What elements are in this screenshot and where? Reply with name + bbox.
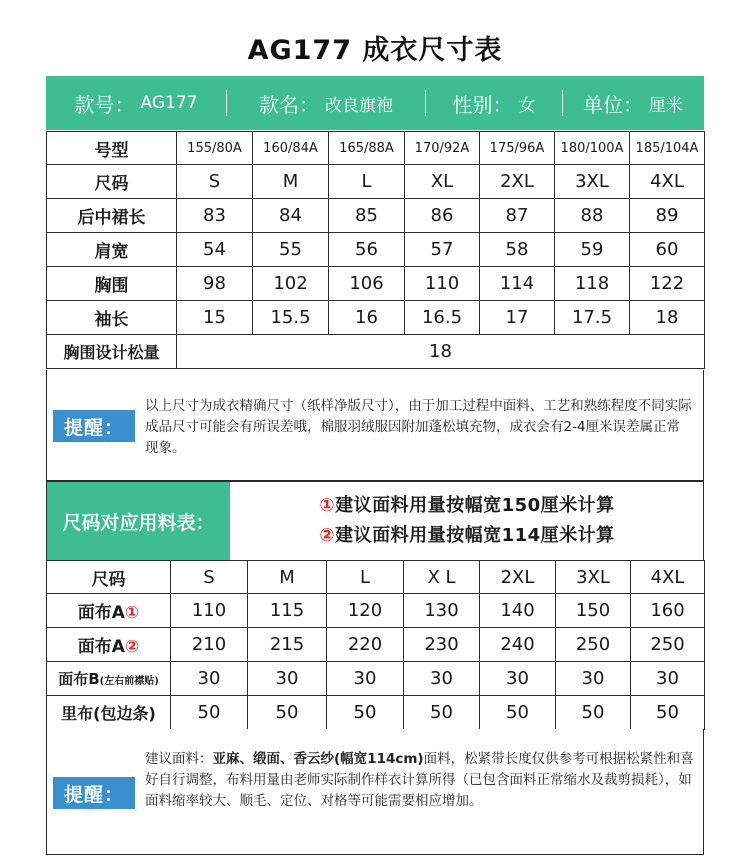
fabric-cell: 30 [631,662,705,696]
fabric-cell: 110 [171,594,248,628]
fabric-cell: 150 [556,594,631,628]
size-cell: 17 [480,301,555,335]
size-cell: 15 [177,301,253,335]
gender-label: 性别： [452,92,513,117]
unit-label: 单位： [583,92,643,117]
size-cell: 106 [329,267,405,301]
row-label: 胸围 [47,267,177,301]
fabric-cell: 230 [404,628,480,662]
style-name-label: 款名： [259,92,319,117]
size-cell: 17.5 [555,301,630,335]
fabric-cell: S [171,561,248,594]
gender [426,76,562,130]
fabric-row-shell-a1 [47,594,705,628]
size-cell: 16.5 [405,301,480,335]
circled-one: ① [124,603,140,623]
size-cell: 84 [253,199,329,233]
row-label [47,628,171,662]
size-cell: 185/104A [630,132,705,165]
unit [563,76,703,130]
size-row-sleeve [47,301,705,335]
fabric-cell: 130 [404,594,480,628]
fabric-cell: 120 [327,594,404,628]
size-cell: 102 [253,267,329,301]
note-text: 以上尺寸为成衣精确尺寸（纸样净版尺寸），由于加工过程中面料、工艺和熟练程度不同实际成品尺寸可能会有所误差哦，棉服羽绒服因附加蓬松填充物，成衣会有2-4厘米误差属正常现象。 [145,398,692,456]
size-cell: 155/80A [177,132,253,165]
size-row-bust [47,267,705,301]
row-label: 里布(包边条) [47,696,171,730]
row-label: 胸围设计松量 [47,335,177,369]
fabric-note-text: 建议面料用量按幅宽150厘米计算 [335,495,615,516]
size-cell: 54 [177,233,253,267]
style-no-label: 款号： [74,92,135,117]
size-cell: 88 [555,199,630,233]
fabric-cell: 50 [404,696,480,730]
note-tag: 提醒： [53,410,135,442]
row-label-text: 面布B [58,670,100,688]
size-cell: XL [405,165,480,199]
row-label [47,594,171,628]
gender-value: 女 [518,95,536,116]
size-cell: 59 [555,233,630,267]
fabric-cell: 30 [248,662,327,696]
note-text [145,749,695,812]
fabric-row-size [47,561,705,594]
note-tag: 提醒： [53,777,135,809]
style-no-value: AG177 [140,93,198,113]
circled-two: ② [319,525,336,546]
fabric-cell: 50 [248,696,327,730]
size-row-model [47,132,705,165]
fabric-row-shell-a2 [47,628,705,662]
note-box-2 [46,729,704,855]
fabric-row-shell-b [47,662,705,696]
size-cell: 15.5 [253,301,329,335]
size-cell: 165/88A [329,132,405,165]
size-cell: 56 [329,233,405,267]
size-cell: 4XL [630,165,705,199]
fabric-cell: 50 [171,696,248,730]
fabric-cell: 220 [327,628,404,662]
fabric-cell: 30 [404,662,480,696]
fabric-row-lining [47,696,705,730]
size-cell: 55 [253,233,329,267]
circled-two: ② [124,637,140,657]
size-cell: 170/92A [405,132,480,165]
fabric-cell: 30 [171,662,248,696]
fabric-cell: 160 [631,594,705,628]
size-cell: 98 [177,267,253,301]
size-cell: 160/84A [253,132,329,165]
size-cell: S [177,165,253,199]
circled-one: ① [319,495,336,516]
size-cell: 110 [405,267,480,301]
row-label-text: 面布A [77,603,125,623]
row-label: 肩宽 [47,233,177,267]
fabric-cell: 3XL [556,561,631,594]
fabric-cell: M [248,561,327,594]
size-row-ease [47,335,705,369]
fabric-cell: 115 [248,594,327,628]
row-label: 号型 [47,132,177,165]
fabric-note-text: 建议面料用量按幅宽114厘米计算 [335,525,615,546]
fabric-header [46,481,704,561]
size-cell: 57 [405,233,480,267]
fabric-note-150 [319,491,614,521]
fabric-cell: 140 [480,594,556,628]
size-cell: 114 [480,267,555,301]
size-cell: 3XL [555,165,630,199]
size-cell: 85 [329,199,405,233]
fabric-cell: 250 [556,628,631,662]
fabric-note-114 [319,521,614,551]
unit-value: 厘米 [649,95,683,116]
size-cell: 83 [177,199,253,233]
fabric-cell: 50 [631,696,705,730]
size-cell: 122 [630,267,705,301]
header-bar [46,76,704,130]
style-no [46,76,226,130]
size-row-length [47,199,705,233]
page-title: AG177 成衣尺寸表 [247,35,503,66]
size-row-shoulder [47,233,705,267]
size-cell: 2XL [480,165,555,199]
fabric-cell: 30 [556,662,631,696]
row-label: 尺码 [47,561,171,594]
fabric-tag: 尺码对应用料表： [47,482,230,560]
size-cell: 175/96A [480,132,555,165]
fabric-table [46,560,705,730]
size-row-code [47,165,705,199]
size-cell: L [329,165,405,199]
size-cell: 89 [630,199,705,233]
fabric-cell: 2XL [480,561,556,594]
size-cell: 18 [630,301,705,335]
fabric-cell: 215 [248,628,327,662]
fabric-cell: 240 [480,628,556,662]
fabric-cell: 30 [480,662,556,696]
size-cell: 180/100A [555,132,630,165]
ease-value: 18 [177,335,705,369]
fabric-cell: 210 [171,628,248,662]
row-label: 后中裙长 [47,199,177,233]
fabric-cell: 50 [480,696,556,730]
size-cell: 86 [405,199,480,233]
style-name-value: 改良旗袍 [325,95,393,116]
fabric-cell: 250 [631,628,705,662]
size-cell: 60 [630,233,705,267]
note-fabrics: 亚麻、缎面、香云纱(幅宽114cm) [212,751,424,767]
note-box-1 [46,370,704,481]
size-cell: 58 [480,233,555,267]
row-label [47,662,171,696]
fabric-cell: 50 [327,696,404,730]
fabric-notes [230,482,704,560]
row-label: 尺码 [47,165,177,199]
size-cell: 87 [480,199,555,233]
size-cell: M [253,165,329,199]
fabric-cell: L [327,561,404,594]
row-label-sub: (左右前襟贴) [99,676,159,687]
style-name [227,76,425,130]
size-cell: 16 [329,301,405,335]
fabric-cell: 50 [556,696,631,730]
fabric-cell: 4XL [631,561,705,594]
row-label-text: 面布A [77,637,125,657]
row-label: 袖长 [47,301,177,335]
note-rest: 面料，松紧带长度仅供参考可根据松紧性和喜好自行调整，布料用量由老师实际制作样衣计算所得（已包含面料正常缩水及裁剪损耗），如面料缩率较大、顺毛、定位、对格等可能需要相应增加。 [145,751,694,809]
fabric-cell: 30 [327,662,404,696]
size-cell: 118 [555,267,630,301]
fabric-cell: X L [404,561,480,594]
note-prefix: 建议面料： [145,751,213,767]
size-table [46,131,705,369]
